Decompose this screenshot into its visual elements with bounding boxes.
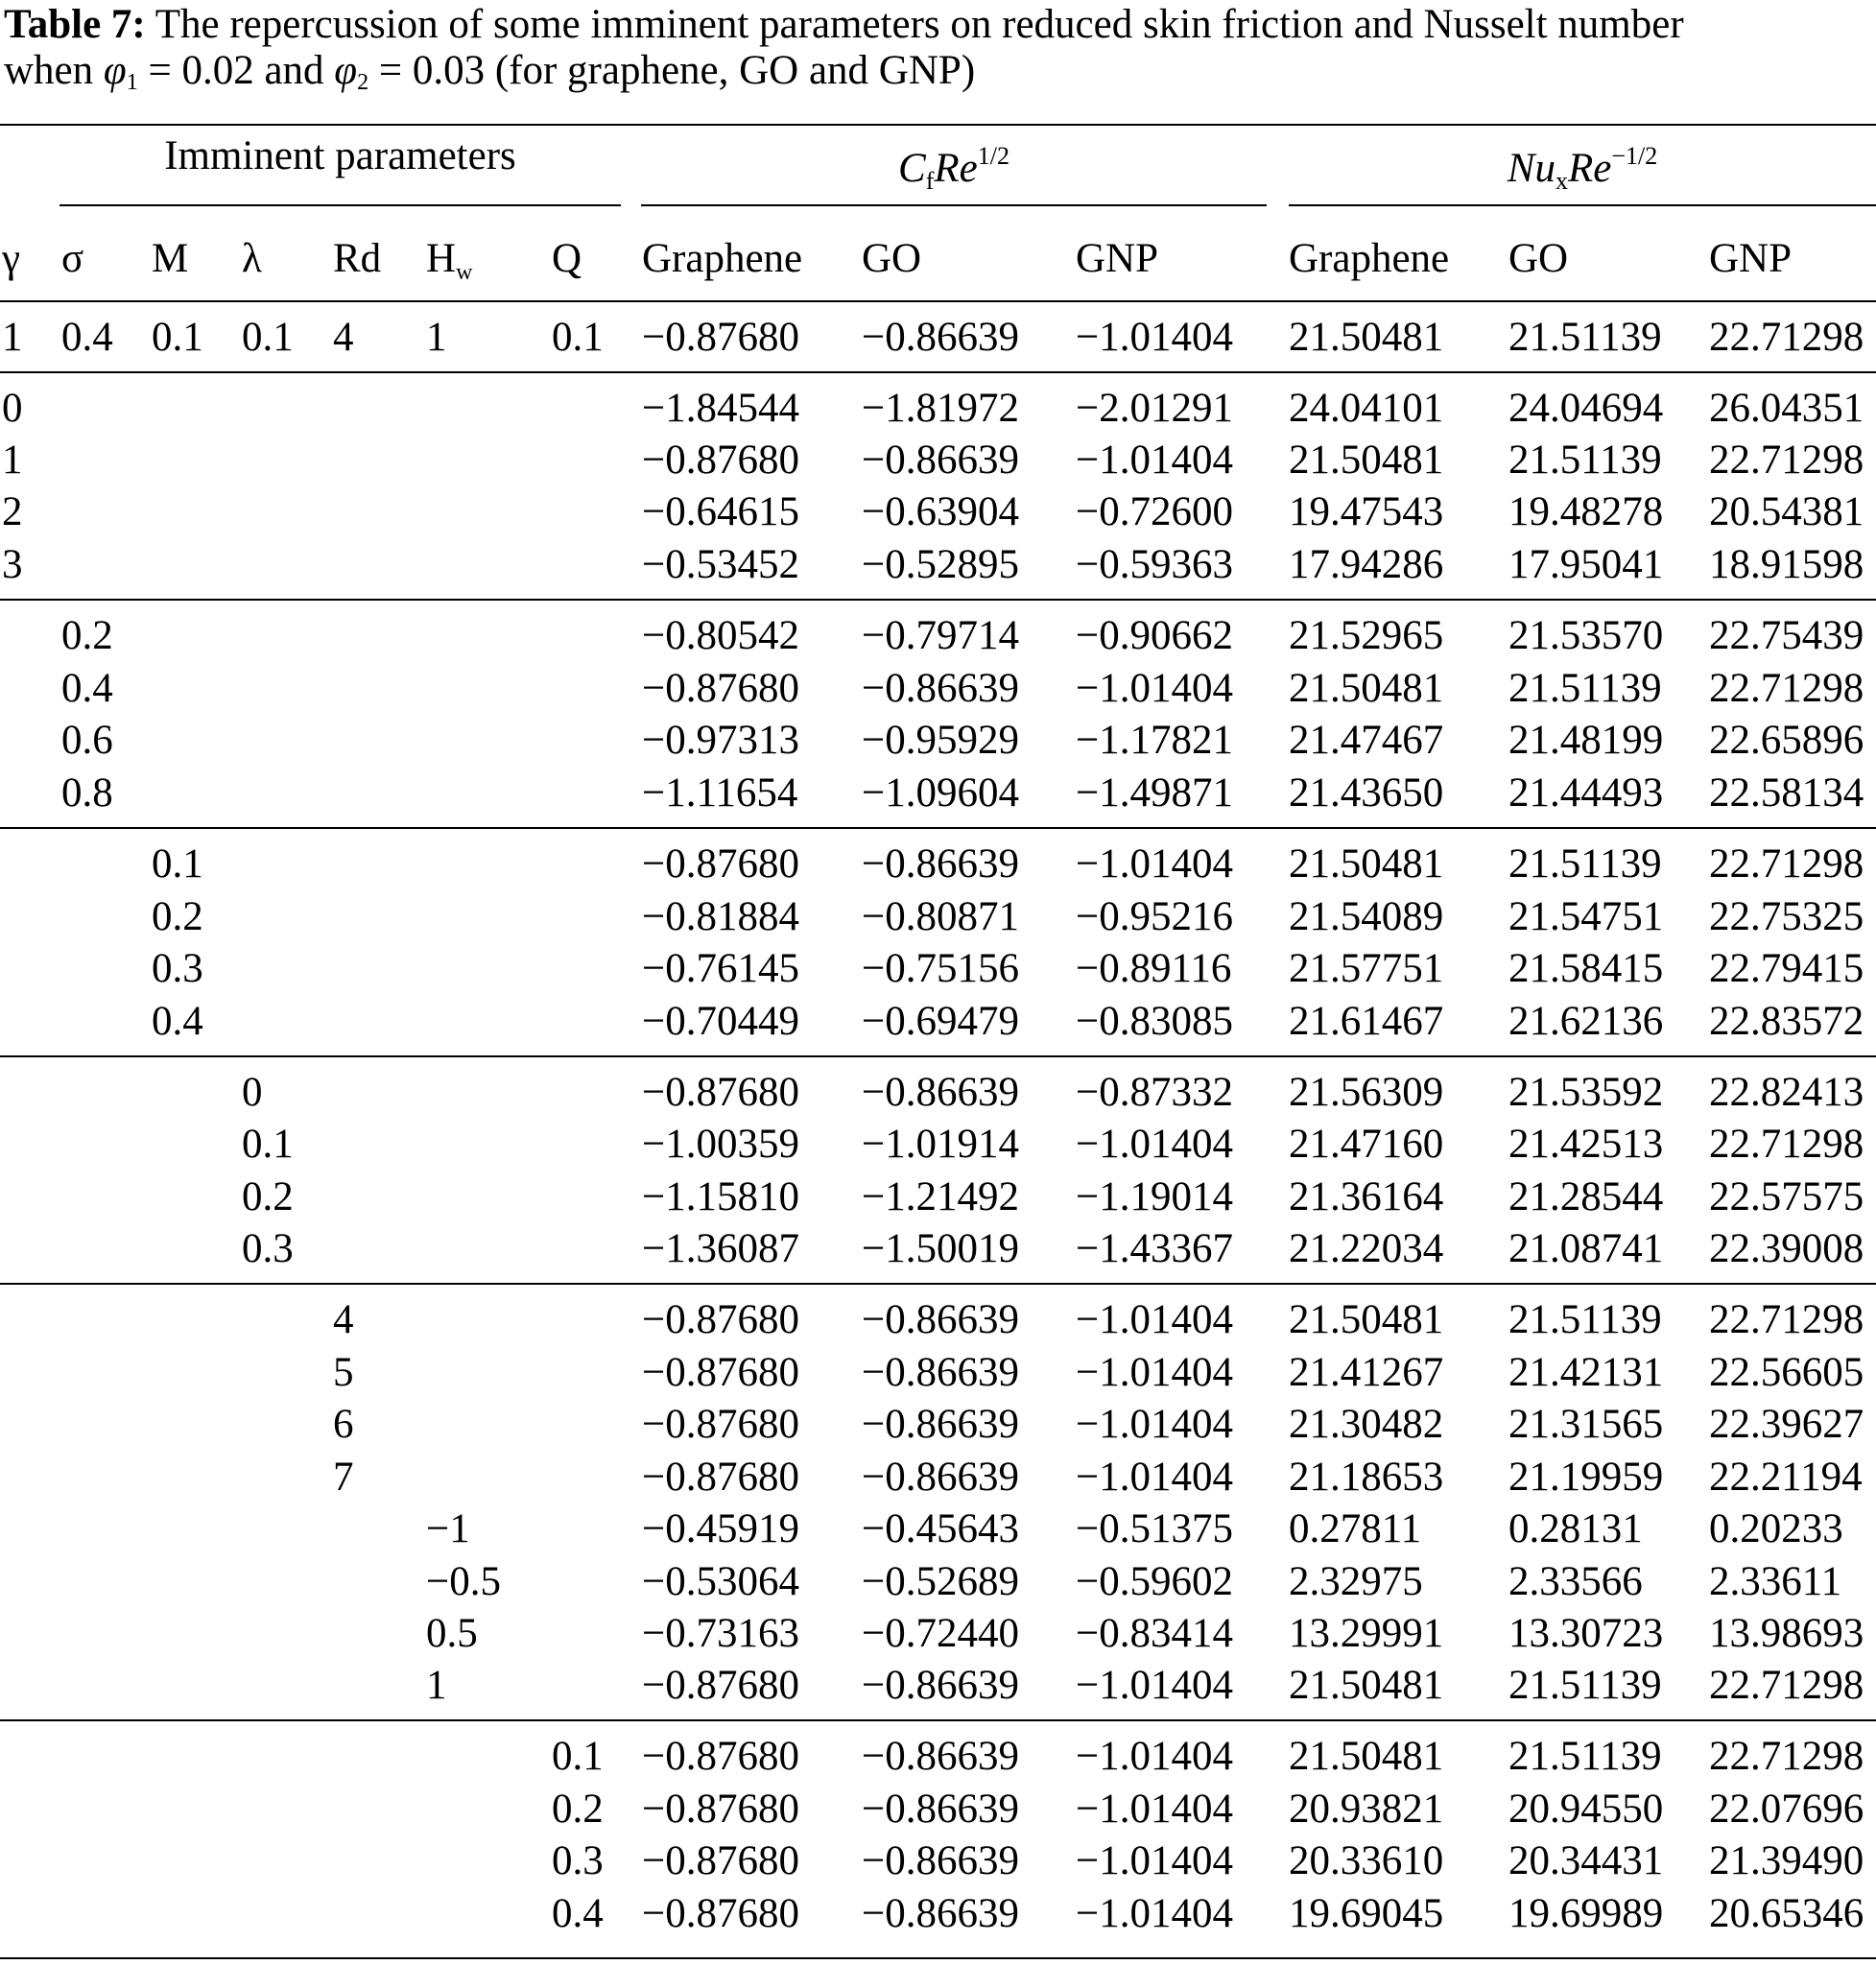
table-cell-nu-gnp: 22.71298 (1709, 438, 1864, 483)
hw-subscript: w (456, 260, 473, 285)
table-cell-hw: −1 (426, 1506, 470, 1551)
table-cell-nu-graphene: 21.30482 (1289, 1402, 1444, 1447)
caption-when: when (4, 48, 104, 93)
table-cell-nu-gnp: 22.71298 (1709, 1734, 1864, 1779)
table-cell-cf-gnp: −2.01291 (1076, 386, 1234, 431)
col-header-cf-gnp: GNP (1076, 236, 1159, 281)
table-cell-nu-go: 21.44493 (1508, 770, 1664, 816)
table-cell-nu-go: 2.33566 (1508, 1559, 1643, 1604)
table-cell-cf-graphene: −0.87680 (642, 1070, 800, 1115)
table-cell-nu-gnp: 22.71298 (1709, 1663, 1864, 1708)
table-cell-cf-graphene: −0.87680 (642, 1787, 800, 1832)
table-cell-nu-gnp: 21.39490 (1709, 1838, 1864, 1883)
table-cell-sigma: 0.8 (61, 770, 113, 816)
table-cell-cf-go: −0.86639 (862, 315, 1020, 360)
table-cell-cf-go: −0.86639 (862, 1663, 1020, 1708)
table-cell-nu-gnp: 20.54381 (1709, 489, 1864, 534)
table-cell-q: 0.4 (552, 1891, 604, 1936)
table-cell-nu-gnp: 18.91598 (1709, 542, 1864, 587)
table-cell-nu-go: 19.48278 (1508, 489, 1664, 534)
table-cell-cf-graphene: −1.36087 (642, 1226, 800, 1271)
table-cell-gamma: 1 (2, 438, 23, 483)
nu-re: Re (1567, 146, 1612, 191)
table-cell-nu-graphene: 20.33610 (1289, 1838, 1444, 1883)
table-cell-cf-gnp: −0.83085 (1076, 999, 1234, 1044)
table-label: Table 7: (4, 2, 146, 47)
table-cell-gamma: 2 (2, 489, 23, 534)
table-cell-m: 0.4 (152, 999, 203, 1044)
group-header-skin-friction (641, 130, 1267, 207)
table-cell-nu-graphene: 17.94286 (1289, 542, 1444, 587)
table-cell-nu-go: 21.42513 (1508, 1122, 1664, 1167)
table-cell-cf-gnp: −1.49871 (1076, 770, 1234, 816)
table-cell-rd: 5 (333, 1350, 354, 1395)
table-cell-cf-graphene: −0.87680 (642, 1838, 800, 1883)
table-cell-cf-graphene: −0.87680 (642, 1350, 800, 1395)
table-cell-cf-graphene: −0.70449 (642, 999, 800, 1044)
table-cell-cf-gnp: −1.01404 (1076, 315, 1234, 360)
group-separator-rule (0, 1283, 1876, 1285)
table-cell-nu-graphene: 24.04101 (1289, 386, 1444, 431)
table-cell-nu-go: 21.51139 (1508, 438, 1662, 483)
table-cell-nu-go: 21.28544 (1508, 1174, 1664, 1219)
table-cell-nu-go: 21.51139 (1508, 1297, 1662, 1342)
table-cell-nu-gnp: 2.33611 (1709, 1559, 1842, 1604)
table-cell-nu-gnp: 26.04351 (1709, 386, 1864, 431)
table-cell-cf-go: −0.86639 (862, 1350, 1020, 1395)
phi2-subscript: 2 (357, 70, 369, 95)
table-cell-nu-graphene: 21.50481 (1289, 841, 1444, 887)
table-cell-sigma: 0.2 (61, 613, 113, 658)
cf-subscript: f (925, 167, 935, 195)
cf-exponent: 1/2 (977, 142, 1009, 170)
table-cell-rd: 4 (333, 1297, 354, 1342)
table-cell-nu-graphene: 19.69045 (1289, 1891, 1444, 1936)
table-cell-nu-go: 24.04694 (1508, 386, 1664, 431)
table-cell-nu-gnp: 22.21194 (1709, 1455, 1863, 1500)
table-cell-cf-go: −0.75156 (862, 946, 1020, 991)
hw-base: H (426, 236, 457, 281)
table-cell-q: 0.1 (552, 315, 604, 360)
table-cell-nu-go: 21.53592 (1508, 1070, 1664, 1115)
table-cell-nu-graphene: 21.47467 (1289, 718, 1444, 763)
group-separator-rule (0, 827, 1876, 829)
table-cell-nu-go: 13.30723 (1508, 1611, 1664, 1656)
table-cell-nu-gnp: 22.79415 (1709, 946, 1864, 991)
table-cell-nu-graphene: 21.50481 (1289, 1297, 1444, 1342)
phi1-value: = 0.02 and (137, 48, 335, 93)
phi2-value: = 0.03 (for graphene, GO and GNP) (368, 48, 976, 93)
table-cell-cf-gnp: −1.01404 (1076, 1297, 1234, 1342)
table-cell-nu-gnp: 22.56605 (1709, 1350, 1864, 1395)
table-cell-cf-gnp: −0.59602 (1076, 1559, 1234, 1604)
table-cell-m: 0.1 (152, 841, 203, 887)
table-cell-nu-go: 21.62136 (1508, 999, 1664, 1044)
group-separator-rule (0, 1719, 1876, 1721)
group-header-imminent-parameters (59, 130, 621, 182)
table-cell-cf-gnp: −1.01404 (1076, 666, 1234, 711)
table-cell-cf-graphene: −0.87680 (642, 841, 800, 887)
table-cell-cf-graphene: −0.76145 (642, 946, 800, 991)
table-cell-cf-gnp: −1.01404 (1076, 1663, 1234, 1708)
table-cell-cf-graphene: −0.87680 (642, 666, 800, 711)
table-cell-nu-go: 17.95041 (1508, 542, 1664, 587)
table-cell-m: 0.1 (152, 315, 203, 360)
col-header-hw (426, 233, 472, 298)
table-cell-nu-go: 21.42131 (1508, 1350, 1664, 1395)
nu-symbol: Nu (1507, 146, 1555, 191)
table-cell-lambda: 0 (242, 1070, 263, 1115)
table-cell-cf-go: −0.95929 (862, 718, 1020, 763)
table-cell-nu-graphene: 21.50481 (1289, 1663, 1444, 1708)
table-cell-rd: 7 (333, 1455, 354, 1500)
col-header-q: Q (552, 236, 582, 281)
group-separator-rule (0, 371, 1876, 373)
table-cell-cf-gnp: −0.59363 (1076, 542, 1234, 587)
table-cell-cf-graphene: −0.97313 (642, 718, 800, 763)
table-caption (4, 0, 1875, 50)
table-cell-gamma: 1 (2, 315, 23, 360)
nu-exponent: −1/2 (1611, 142, 1658, 170)
table-cell-nu-graphene: 21.50481 (1289, 438, 1444, 483)
table-cell-nu-graphene: 21.41267 (1289, 1350, 1444, 1395)
table-cell-cf-graphene: −0.80542 (642, 613, 800, 658)
table-cell-cf-go: −0.86639 (862, 1402, 1020, 1447)
table-cell-nu-go: 21.48199 (1508, 718, 1664, 763)
table-cell-nu-graphene: 21.50481 (1289, 1734, 1444, 1779)
table-cell-rd: 6 (333, 1402, 354, 1447)
table-cell-nu-graphene: 19.47543 (1289, 489, 1444, 534)
table-cell-nu-gnp: 20.65346 (1709, 1891, 1864, 1936)
table-cell-nu-graphene: 13.29991 (1289, 1611, 1444, 1656)
table-cell-cf-gnp: −0.89116 (1076, 946, 1232, 991)
table-cell-nu-go: 20.34431 (1508, 1838, 1664, 1883)
table-cell-nu-gnp: 22.58134 (1709, 770, 1864, 816)
table-cell-lambda: 0.1 (242, 1122, 294, 1167)
table-cell-q: 0.1 (552, 1734, 604, 1779)
phi-symbol-1: φ (103, 48, 127, 93)
table-cell-cf-go: −1.21492 (862, 1174, 1020, 1219)
phi1-subscript: 1 (126, 70, 138, 95)
table-cell-nu-graphene: 21.22034 (1289, 1226, 1444, 1271)
group-separator-rule (0, 1055, 1876, 1057)
table-cell-cf-go: −0.86639 (862, 438, 1020, 483)
table-cell-cf-go: −0.86639 (862, 1455, 1020, 1500)
top-rule (0, 124, 1876, 126)
table-cell-cf-gnp: −1.19014 (1076, 1174, 1234, 1219)
table-cell-nu-graphene: 21.61467 (1289, 999, 1444, 1044)
group-header-nusselt (1289, 130, 1876, 207)
table-cell-cf-go: −0.52895 (862, 542, 1020, 587)
table-cell-nu-gnp: 22.71298 (1709, 315, 1864, 360)
table-cell-cf-go: −1.81972 (862, 386, 1020, 431)
table-cell-cf-gnp: −1.01404 (1076, 1350, 1234, 1395)
table-cell-cf-graphene: −0.87680 (642, 1455, 800, 1500)
table-cell-cf-go: −1.01914 (862, 1122, 1020, 1167)
table-cell-nu-go: 0.28131 (1508, 1506, 1643, 1551)
table-cell-cf-gnp: −1.01404 (1076, 1402, 1234, 1447)
table-cell-nu-graphene: 21.18653 (1289, 1455, 1444, 1500)
params-group-rule (59, 204, 621, 206)
table-cell-nu-go: 21.31565 (1508, 1402, 1664, 1447)
col-header-nu-gnp: GNP (1709, 236, 1793, 281)
table-cell-nu-gnp: 22.71298 (1709, 1122, 1864, 1167)
table-cell-cf-graphene: −1.11654 (642, 770, 798, 816)
table-cell-nu-gnp: 0.20233 (1709, 1506, 1843, 1551)
table-cell-q: 0.3 (552, 1838, 604, 1883)
table-cell-cf-go: −1.50019 (862, 1226, 1020, 1271)
table-caption-line-2 (4, 46, 1875, 107)
table-cell-cf-gnp: −0.83414 (1076, 1611, 1234, 1656)
table-cell-cf-go: −0.86639 (862, 841, 1020, 887)
table-cell-cf-graphene: −0.87680 (642, 1663, 800, 1708)
table-cell-cf-graphene: −1.84544 (642, 386, 800, 431)
table-cell-cf-graphene: −0.53064 (642, 1559, 800, 1604)
table-cell-nu-go: 19.69989 (1508, 1891, 1664, 1936)
header-bottom-rule (0, 300, 1876, 302)
table-cell-cf-go: −0.79714 (862, 613, 1020, 658)
table-cell-nu-gnp: 22.71298 (1709, 666, 1864, 711)
table-cell-cf-gnp: −0.87332 (1076, 1070, 1234, 1115)
col-header-sigma: σ (61, 236, 84, 281)
col-header-cf-graphene: Graphene (642, 236, 803, 281)
table-cell-nu-go: 21.19959 (1508, 1455, 1664, 1500)
table-cell-cf-go: −0.72440 (862, 1611, 1020, 1656)
table-cell-cf-gnp: −1.01404 (1076, 438, 1234, 483)
col-header-rd: Rd (333, 236, 382, 281)
table-cell-cf-graphene: −0.64615 (642, 489, 800, 534)
table-cell-cf-go: −0.52689 (862, 1559, 1020, 1604)
table-cell-lambda: 0.1 (242, 315, 294, 360)
table-cell-hw: 1 (426, 1663, 447, 1708)
table-cell-nu-go: 21.51139 (1508, 841, 1662, 887)
col-header-m: M (152, 236, 189, 281)
table-cell-cf-go: −0.86639 (862, 1070, 1020, 1115)
col-header-nu-graphene: Graphene (1289, 236, 1450, 281)
phi-symbol-2: φ (334, 48, 358, 93)
table-cell-nu-graphene: 21.56309 (1289, 1070, 1444, 1115)
table-cell-nu-graphene: 2.32975 (1289, 1559, 1423, 1604)
table-cell-nu-gnp: 22.07696 (1709, 1787, 1864, 1832)
table-cell-cf-go: −0.45643 (862, 1506, 1020, 1551)
table-cell-sigma: 0.6 (61, 718, 113, 763)
table-cell-sigma: 0.4 (61, 315, 113, 360)
table-cell-nu-graphene: 0.27811 (1289, 1506, 1422, 1551)
table-cell-cf-go: −0.86639 (862, 666, 1020, 711)
table-cell-cf-gnp: −1.01404 (1076, 1122, 1234, 1167)
table-cell-m: 0.2 (152, 894, 203, 939)
col-header-nu-go: GO (1508, 236, 1569, 281)
table-cell-cf-gnp: −1.01404 (1076, 1838, 1234, 1883)
table-cell-hw: −0.5 (426, 1559, 502, 1604)
table-cell-cf-graphene: −0.73163 (642, 1611, 800, 1656)
table-cell-cf-go: −0.69479 (862, 999, 1020, 1044)
table-cell-cf-gnp: −1.01404 (1076, 1787, 1234, 1832)
table-cell-nu-go: 21.51139 (1508, 315, 1662, 360)
col-header-cf-go: GO (862, 236, 922, 281)
table-cell-nu-go: 21.58415 (1508, 946, 1664, 991)
table-cell-lambda: 0.2 (242, 1174, 294, 1219)
table-cell-cf-gnp: −0.90662 (1076, 613, 1234, 658)
table-cell-gamma: 3 (2, 542, 23, 587)
table-cell-cf-graphene: −0.87680 (642, 315, 800, 360)
table-cell-cf-gnp: −1.17821 (1076, 718, 1234, 763)
table-cell-nu-gnp: 22.65896 (1709, 718, 1864, 763)
table-cell-lambda: 0.3 (242, 1226, 294, 1271)
table-cell-nu-gnp: 22.75325 (1709, 894, 1864, 939)
caption-line-1: The repercussion of some imminent parameters on reduced skin friction and Nusselt number (145, 2, 1684, 47)
group-separator-rule (0, 599, 1876, 601)
col-header-lambda: λ (242, 236, 262, 281)
table-cell-nu-gnp: 22.82413 (1709, 1070, 1864, 1115)
table-cell-cf-gnp: −1.01404 (1076, 1891, 1234, 1936)
table-cell-nu-gnp: 22.39627 (1709, 1402, 1864, 1447)
table-cell-cf-go: −0.86639 (862, 1891, 1020, 1936)
table-cell-nu-gnp: 22.71298 (1709, 841, 1864, 887)
table-cell-sigma: 0.4 (61, 666, 113, 711)
table-cell-nu-gnp: 22.39008 (1709, 1226, 1864, 1271)
table-cell-cf-gnp: −1.01404 (1076, 1455, 1234, 1500)
table-cell-nu-go: 21.53570 (1508, 613, 1664, 658)
table-cell-cf-graphene: −0.87680 (642, 1891, 800, 1936)
table-cell-q: 0.2 (552, 1787, 604, 1832)
table-cell-cf-go: −0.86639 (862, 1787, 1020, 1832)
table-cell-nu-go: 21.51139 (1508, 666, 1662, 711)
table-cell-nu-graphene: 21.50481 (1289, 315, 1444, 360)
table-cell-nu-gnp: 22.71298 (1709, 1297, 1864, 1342)
table-cell-cf-go: −0.63904 (862, 489, 1020, 534)
table-cell-cf-graphene: −1.15810 (642, 1174, 800, 1219)
table-cell-cf-gnp: −1.43367 (1076, 1226, 1234, 1271)
table-cell-rd: 4 (333, 315, 354, 360)
table-cell-nu-go: 21.54751 (1508, 894, 1664, 939)
table-cell-nu-graphene: 21.50481 (1289, 666, 1444, 711)
table-cell-cf-graphene: −0.87680 (642, 1297, 800, 1342)
table-cell-gamma: 0 (2, 386, 23, 431)
table-cell-nu-gnp: 22.75439 (1709, 613, 1864, 658)
table-cell-nu-go: 21.08741 (1508, 1226, 1664, 1271)
table-cell-nu-gnp: 22.83572 (1709, 999, 1864, 1044)
table-cell-cf-go: −0.86639 (862, 1297, 1020, 1342)
group-params-label: Imminent parameters (164, 133, 516, 178)
table-cell-nu-graphene: 21.43650 (1289, 770, 1444, 816)
table-cell-cf-graphene: −0.53452 (642, 542, 800, 587)
table-cell-nu-graphene: 21.52965 (1289, 613, 1444, 658)
table-cell-cf-gnp: −1.01404 (1076, 841, 1234, 887)
table-cell-cf-graphene: −0.45919 (642, 1506, 800, 1551)
table-cell-nu-gnp: 13.98693 (1709, 1611, 1864, 1656)
table-cell-cf-gnp: −0.72600 (1076, 489, 1234, 534)
table-cell-m: 0.3 (152, 946, 203, 991)
table-cell-nu-graphene: 21.47160 (1289, 1122, 1444, 1167)
table-cell-cf-graphene: −0.87680 (642, 1402, 800, 1447)
table-cell-cf-go: −0.86639 (862, 1734, 1020, 1779)
table-cell-nu-graphene: 21.57751 (1289, 946, 1444, 991)
bottom-rule (0, 1957, 1876, 1959)
table-cell-cf-graphene: −0.87680 (642, 438, 800, 483)
table-cell-cf-go: −0.86639 (862, 1838, 1020, 1883)
table-cell-hw: 1 (426, 315, 447, 360)
table-cell-cf-go: −0.80871 (862, 894, 1020, 939)
table-cell-cf-graphene: −0.81884 (642, 894, 800, 939)
table-cell-cf-graphene: −1.00359 (642, 1122, 800, 1167)
table-cell-nu-go: 21.51139 (1508, 1734, 1662, 1779)
table-cell-cf-gnp: −0.95216 (1076, 894, 1234, 939)
table-cell-nu-graphene: 21.36164 (1289, 1174, 1444, 1219)
table-cell-nu-go: 20.94550 (1508, 1787, 1664, 1832)
table-cell-nu-graphene: 20.93821 (1289, 1787, 1444, 1832)
cf-symbol: C (898, 146, 926, 191)
table-cell-cf-graphene: −0.87680 (642, 1734, 800, 1779)
table-cell-hw: 0.5 (426, 1611, 478, 1656)
col-header-gamma: γ (2, 236, 21, 281)
table-cell-cf-gnp: −1.01404 (1076, 1734, 1234, 1779)
cf-re: Re (934, 146, 978, 191)
table-cell-nu-graphene: 21.54089 (1289, 894, 1444, 939)
table-cell-nu-gnp: 22.57575 (1709, 1174, 1864, 1219)
table-cell-cf-go: −1.09604 (862, 770, 1020, 816)
table-cell-cf-gnp: −0.51375 (1076, 1506, 1234, 1551)
nu-subscript: x (1555, 167, 1568, 195)
table-cell-nu-go: 21.51139 (1508, 1663, 1662, 1708)
